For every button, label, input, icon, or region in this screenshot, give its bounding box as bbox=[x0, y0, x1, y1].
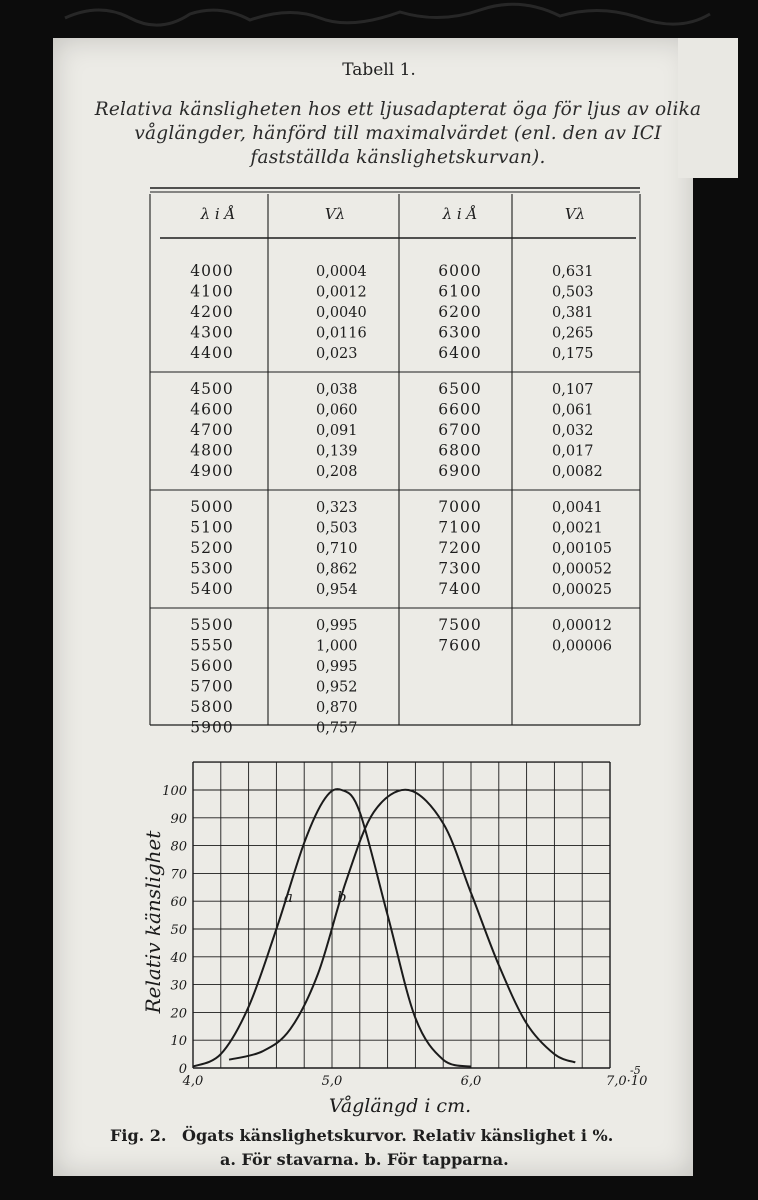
wavelength-cell: 6400 bbox=[438, 344, 482, 362]
y-tick-label: 80 bbox=[170, 839, 187, 855]
wavelength-cell: 4100 bbox=[190, 282, 234, 301]
y-tick-label: 30 bbox=[170, 978, 187, 994]
figure-title: Ögats känslighetskurvor. Relativ känslighet i %. bbox=[182, 1126, 614, 1145]
sensitivity-cell: 0,00012 bbox=[552, 618, 612, 634]
sensitivity-cell: 0,995 bbox=[316, 618, 358, 634]
sensitivity-cell: 0,995 bbox=[316, 659, 358, 675]
wavelength-cell: 5600 bbox=[190, 657, 234, 675]
wavelength-cell: 7100 bbox=[438, 518, 482, 537]
wavelength-cell: 6000 bbox=[438, 262, 482, 280]
wavelength-cell: 5200 bbox=[190, 539, 234, 557]
wavelength-cell: 7000 bbox=[438, 498, 482, 516]
figure-caption bbox=[110, 1124, 670, 1172]
wavelength-cell: 6200 bbox=[438, 303, 482, 321]
sensitivity-cell: 0,017 bbox=[552, 443, 594, 460]
sensitivity-cell: 0,870 bbox=[316, 700, 358, 716]
wavelength-cell: 7600 bbox=[438, 636, 482, 655]
wavelength-cell: 5800 bbox=[190, 698, 234, 716]
caption-line-3: fastställda känslighetskurvan). bbox=[250, 147, 546, 168]
x-tick-label: 5,0 bbox=[321, 1074, 343, 1089]
wavelength-cell: 4300 bbox=[190, 323, 234, 342]
wavelength-cell: 7400 bbox=[438, 580, 482, 598]
wavelength-cell: 4400 bbox=[190, 344, 234, 362]
sensitivity-cell: 0,757 bbox=[316, 720, 358, 737]
x-tick-label: 7,0·10 bbox=[606, 1074, 648, 1089]
sensitivity-cell: 0,175 bbox=[552, 346, 594, 362]
sensitivity-cell: 0,208 bbox=[316, 464, 358, 480]
wavelength-cell: 4800 bbox=[190, 441, 234, 460]
y-tick-label: 70 bbox=[170, 867, 187, 883]
sensitivity-cell: 0,032 bbox=[552, 423, 594, 439]
x-axis-label: Våglängd i cm. bbox=[328, 1095, 472, 1117]
sensitivity-cell: 0,0116 bbox=[316, 325, 367, 342]
wavelength-cell: 7300 bbox=[438, 559, 482, 578]
sensitivity-cell: 1,000 bbox=[316, 638, 358, 655]
sensitivity-cell: 0,710 bbox=[316, 541, 358, 557]
wavelength-cell: 5500 bbox=[190, 616, 234, 634]
y-tick-label: 90 bbox=[170, 811, 187, 827]
sensitivity-cell: 0,061 bbox=[552, 402, 594, 419]
sensitivity-cell: 0,952 bbox=[316, 679, 358, 696]
wavelength-cell: 5100 bbox=[190, 518, 234, 537]
wavelength-cell: 5400 bbox=[190, 580, 234, 598]
sensitivity-cell: 0,323 bbox=[316, 500, 358, 516]
figure-legend: a. För stavarna. b. För tapparna. bbox=[220, 1150, 509, 1169]
wavelength-cell: 5700 bbox=[190, 677, 234, 696]
wavelength-cell: 6800 bbox=[438, 441, 482, 460]
sensitivity-cell: 0,862 bbox=[316, 561, 358, 578]
column-header: Vλ bbox=[324, 205, 346, 223]
sensitivity-cell: 0,139 bbox=[316, 443, 358, 460]
sensitivity-cell: 0,00006 bbox=[552, 638, 612, 655]
wavelength-cell: 6500 bbox=[438, 380, 482, 398]
wavelength-cell: 4500 bbox=[190, 380, 234, 398]
sensitivity-cell: 0,503 bbox=[316, 520, 358, 537]
sensitivity-cell: 0,0041 bbox=[552, 500, 603, 516]
column-header: Vλ bbox=[564, 205, 586, 223]
y-tick-label: 60 bbox=[170, 895, 187, 911]
sensitivity-cell: 0,0012 bbox=[316, 284, 367, 301]
sensitivity-cell: 0,0040 bbox=[316, 305, 367, 321]
sensitivity-cell: 0,107 bbox=[552, 382, 594, 398]
y-tick-label: 10 bbox=[170, 1034, 187, 1050]
wavelength-cell: 6100 bbox=[438, 282, 482, 301]
wavelength-cell: 4200 bbox=[190, 303, 234, 321]
y-tick-label: 0 bbox=[178, 1062, 187, 1077]
sensitivity-cell: 0,631 bbox=[552, 264, 594, 280]
series-label-b: b bbox=[337, 888, 347, 906]
wavelength-cell: 7500 bbox=[438, 616, 482, 634]
sensitivity-cell: 0,0004 bbox=[316, 264, 367, 280]
wavelength-cell: 4900 bbox=[190, 462, 234, 480]
sensitivity-cell: 0,503 bbox=[552, 284, 594, 301]
wavelength-cell: 6900 bbox=[438, 462, 482, 480]
sensitivity-cell: 0,0082 bbox=[552, 464, 603, 480]
wavelength-cell: 4600 bbox=[190, 400, 234, 419]
sensitivity-cell: 0,091 bbox=[316, 423, 358, 439]
x-tick-label: 4,0 bbox=[182, 1074, 204, 1089]
table-title: Tabell 1. bbox=[342, 60, 416, 80]
y-tick-label: 50 bbox=[170, 923, 187, 938]
sensitivity-cell: 0,060 bbox=[316, 402, 358, 419]
sensitivity-cell: 0,038 bbox=[316, 382, 358, 398]
figure-number: Fig. 2. bbox=[110, 1126, 167, 1145]
y-tick-label: 40 bbox=[170, 950, 187, 966]
wavelength-cell: 5000 bbox=[190, 498, 234, 516]
wavelength-cell: 4700 bbox=[190, 421, 234, 439]
caption-line-2: våglängder, hänförd till maximalvärdet (enl. den av ICI bbox=[134, 123, 662, 144]
column-header: λ i Å bbox=[442, 205, 478, 223]
caption-line-1: Relativa känsligheten hos ett ljusadapterat öga för ljus av olika bbox=[94, 99, 702, 120]
wavelength-cell: 5300 bbox=[190, 559, 234, 578]
wavelength-cell: 5900 bbox=[190, 718, 234, 737]
wavelength-cell: 6700 bbox=[438, 421, 482, 439]
sensitivity-cell: 0,00105 bbox=[552, 541, 612, 557]
sensitivity-cell: 0,023 bbox=[316, 346, 358, 362]
wavelength-cell: 7200 bbox=[438, 539, 482, 557]
sensitivity-cell: 0,265 bbox=[552, 325, 594, 342]
y-tick-label: 100 bbox=[162, 784, 187, 799]
sensitivity-cell: 0,00025 bbox=[552, 582, 612, 598]
wavelength-cell: 6600 bbox=[438, 400, 482, 419]
wavelength-cell: 6300 bbox=[438, 323, 482, 342]
sensitivity-cell: 0,954 bbox=[316, 582, 358, 598]
column-header: λ i Å bbox=[200, 205, 236, 223]
sensitivity-cell: 0,0021 bbox=[552, 520, 603, 537]
y-axis-label: Relativ känslighet bbox=[141, 830, 165, 1014]
x-tick-label: 6,0 bbox=[460, 1074, 482, 1089]
wavelength-cell: 5550 bbox=[190, 636, 234, 655]
series-label-a: a bbox=[284, 888, 293, 906]
x-tick-exponent: -5 bbox=[630, 1064, 641, 1077]
wavelength-cell: 4000 bbox=[190, 262, 234, 280]
y-tick-label: 20 bbox=[170, 1006, 187, 1022]
sensitivity-cell: 0,381 bbox=[552, 305, 594, 321]
sensitivity-cell: 0,00052 bbox=[552, 561, 612, 578]
